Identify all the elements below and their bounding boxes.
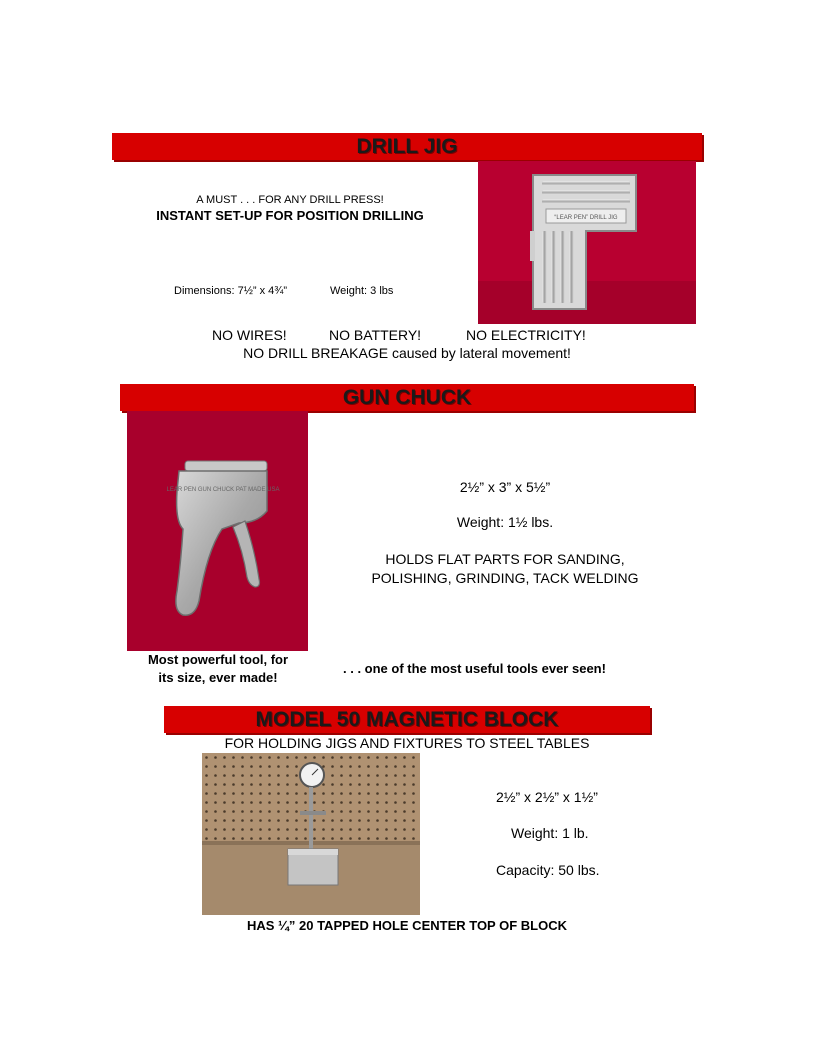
drill-jig-banner — [112, 133, 702, 160]
magnetic-block-photo — [202, 753, 420, 915]
drill-jig-image — [478, 161, 696, 324]
drill-jig-photo — [478, 161, 696, 324]
magnetic-block-image — [202, 753, 420, 915]
no-drill-breakage: NO DRILL BREAKAGE caused by lateral movement! — [243, 345, 571, 361]
drill-jig-weight: Weight: 3 lbs — [330, 285, 394, 297]
gun-chuck-caption-line1: Most powerful tool, for — [147, 652, 289, 667]
gun-chuck-weight: Weight: 1½ lbs. — [456, 514, 554, 530]
magnetic-block-banner — [164, 706, 650, 733]
gun-chuck-useful: . . . one of the most useful tools ever seen! — [343, 661, 606, 676]
gun-chuck-title: GUN CHUCK — [342, 386, 472, 409]
drill-jig-tagline: A MUST . . . FOR ANY DRILL PRESS! — [196, 194, 384, 206]
magnetic-block-hole: HAS ¼” 20 TAPPED HOLE CENTER TOP OF BLOCK — [247, 918, 567, 933]
gun-chuck-holds-line1: HOLDS FLAT PARTS FOR SANDING, — [385, 551, 625, 567]
gun-chuck-size: 2½” x 3” x 5½” — [459, 479, 551, 495]
magnetic-block-weight: Weight: 1 lb. — [511, 825, 589, 841]
drill-jig-dimensions: Dimensions: 7½” x 4¾” — [174, 285, 288, 297]
gun-chuck-banner — [120, 384, 694, 411]
gun-chuck-caption-line2: its size, ever made! — [158, 670, 278, 685]
drill-jig-photo-label: “LEAR PEN” DRILL JIG — [554, 215, 618, 221]
gun-chuck-image — [127, 411, 308, 651]
drill-jig-subtitle: INSTANT SET-UP FOR POSITION DRILLING — [156, 208, 424, 223]
no-electricity: NO ELECTRICITY! — [466, 327, 586, 343]
drill-jig-title: DRILL JIG — [356, 135, 458, 158]
magnetic-block-title: MODEL 50 MAGNETIC BLOCK — [255, 708, 559, 731]
gun-chuck-photo — [127, 411, 308, 651]
magnetic-block-size: 2½” x 2½” x 1½” — [496, 789, 598, 805]
magnetic-block-subtitle: FOR HOLDING JIGS AND FIXTURES TO STEEL TABLES — [224, 735, 590, 751]
magnetic-block-capacity: Capacity: 50 lbs. — [496, 862, 600, 878]
gun-chuck-photo-label: LEAR PEN GUN CHUCK PAT MADE USA — [166, 487, 280, 493]
no-wires: NO WIRES! — [212, 327, 287, 343]
gun-chuck-holds-line2: POLISHING, GRINDING, TACK WELDING — [371, 570, 639, 586]
no-battery: NO BATTERY! — [329, 327, 422, 343]
